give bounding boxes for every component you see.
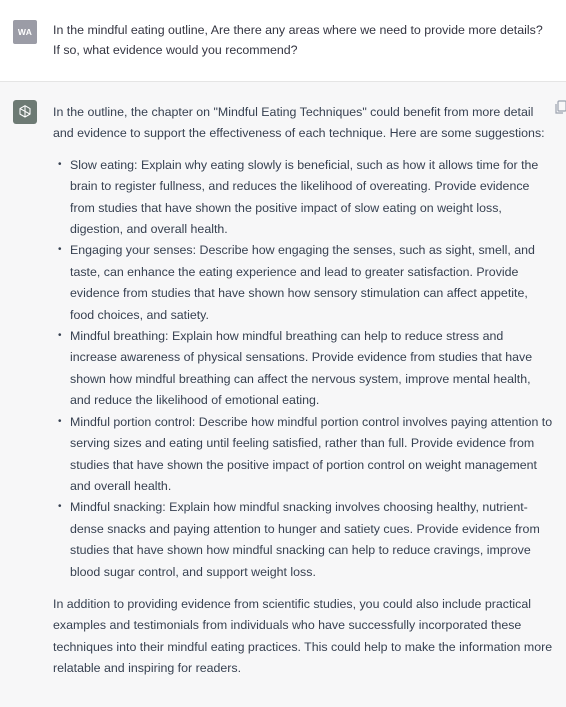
list-item: • Engaging your senses: Describe how engaging the senses, such as sight, smell, and taste, can enhance the eating experience and lead to greater satisfaction. Provide evidence from studies that have shown how sensory stimulation can affect appetite, food choices, and satiety. <box>70 240 553 326</box>
bullet-dot-icon: • <box>58 244 62 256</box>
bullet-dot-icon: • <box>58 158 62 170</box>
assistant-message-body <box>53 102 553 680</box>
assistant-outro: In addition to providing evidence from scientific studies, you could also include practical examples and testimonials from individuals who have successfully incorporated these techniques into their mindful eating practices. This could help to make the information more relatable and inspiring for readers. <box>53 596 553 676</box>
list-item: • Mindful snacking: Explain how mindful snacking involves choosing healthy, nutrient-dense snacks and paying attention to hunger and satiety cues. Provide evidence from studies that have shown how mindful snacking can help to reduce cravings, improve blood sugar control, and support weight loss. <box>70 497 553 583</box>
assistant-message <box>0 82 566 707</box>
user-message <box>0 0 566 82</box>
user-avatar: WA <box>13 20 37 44</box>
copy-icon[interactable] <box>555 100 566 114</box>
list-item: • Mindful breathing: Explain how mindful breathing can help to reduce stress and increase awareness of physical sensations. Provide evidence from studies that have shown how mindful breathing can affect the nervous system, improve mental health, and reduce the likelihood of emotional eating. <box>70 326 553 412</box>
assistant-intro: In the outline, the chapter on "Mindful Eating Techniques" could benefit from more detail and evidence to support the effectiveness of each technique. Here are some suggestions: <box>53 105 545 141</box>
suggestion-list <box>53 155 553 583</box>
list-item: • Slow eating: Explain why eating slowly is beneficial, such as how it allows time for the brain to register fullness, and reduces the likelihood of overeating. Provide evidence from studies that have shown the positive impact of slow eating on weight loss, digestion, and overall health. <box>70 155 553 241</box>
bullet-dot-icon: • <box>58 501 62 513</box>
bullet-dot-icon: • <box>58 330 62 342</box>
user-message-text: In the mindful eating outline, Are there any areas where we need to provide more details? If so, what evidence would you recommend? <box>53 23 543 57</box>
openai-logo-icon <box>13 100 37 124</box>
list-item: • Mindful portion control: Describe how mindful portion control involves paying attention to serving sizes and eating until feeling satisfied, rather than full. Provide evidence from studies that have shown the positive impact of portion control on weight management and overall health. <box>70 412 553 498</box>
bullet-dot-icon: • <box>58 415 62 427</box>
